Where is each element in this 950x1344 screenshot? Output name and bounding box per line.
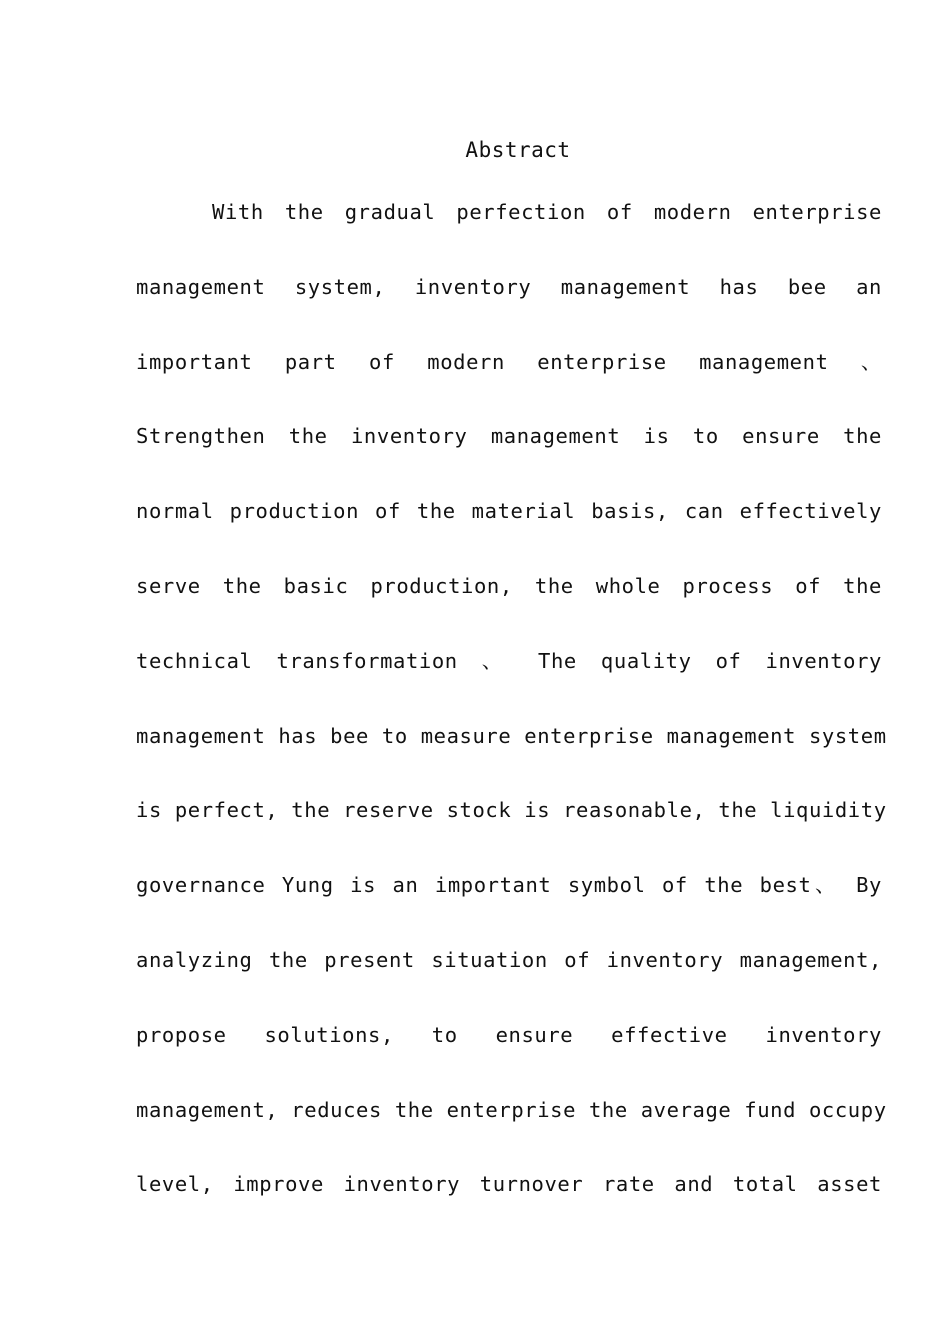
body-line-5: normal production of the material basis, can effectively bbox=[136, 499, 882, 524]
body-line-1: With the gradual perfection of modern enterprise bbox=[212, 200, 882, 224]
body-line-14: level, improve inventory turnover rate and total asset bbox=[136, 1172, 882, 1197]
body-line-10: governance Yung is an important symbol of the best、 By bbox=[136, 873, 882, 898]
abstract-body bbox=[136, 192, 887, 1239]
body-line-4: Strengthen the inventory management is to ensure the bbox=[136, 424, 882, 449]
body-line-7: technical transformation 、 The quality of inventory bbox=[136, 648, 882, 673]
body-line-6: serve the basic production, the whole process of the bbox=[136, 573, 882, 598]
body-line-13: management, reduces the enterprise the average fund occupy bbox=[136, 1097, 887, 1122]
abstract-title: Abstract bbox=[465, 138, 571, 162]
body-line-12: propose solutions, to ensure effective inventory bbox=[136, 1022, 882, 1047]
body-line-3: important part of modern enterprise management 、 bbox=[136, 349, 882, 374]
body-line-11: analyzing the present situation of inventory management, bbox=[136, 947, 882, 972]
body-line-9: is perfect, the reserve stock is reasonable, the liquidity bbox=[136, 798, 887, 823]
body-line-8: management has bee to measure enterprise management system bbox=[136, 723, 887, 748]
body-line-2: management system, inventory management has bee an bbox=[136, 274, 882, 299]
